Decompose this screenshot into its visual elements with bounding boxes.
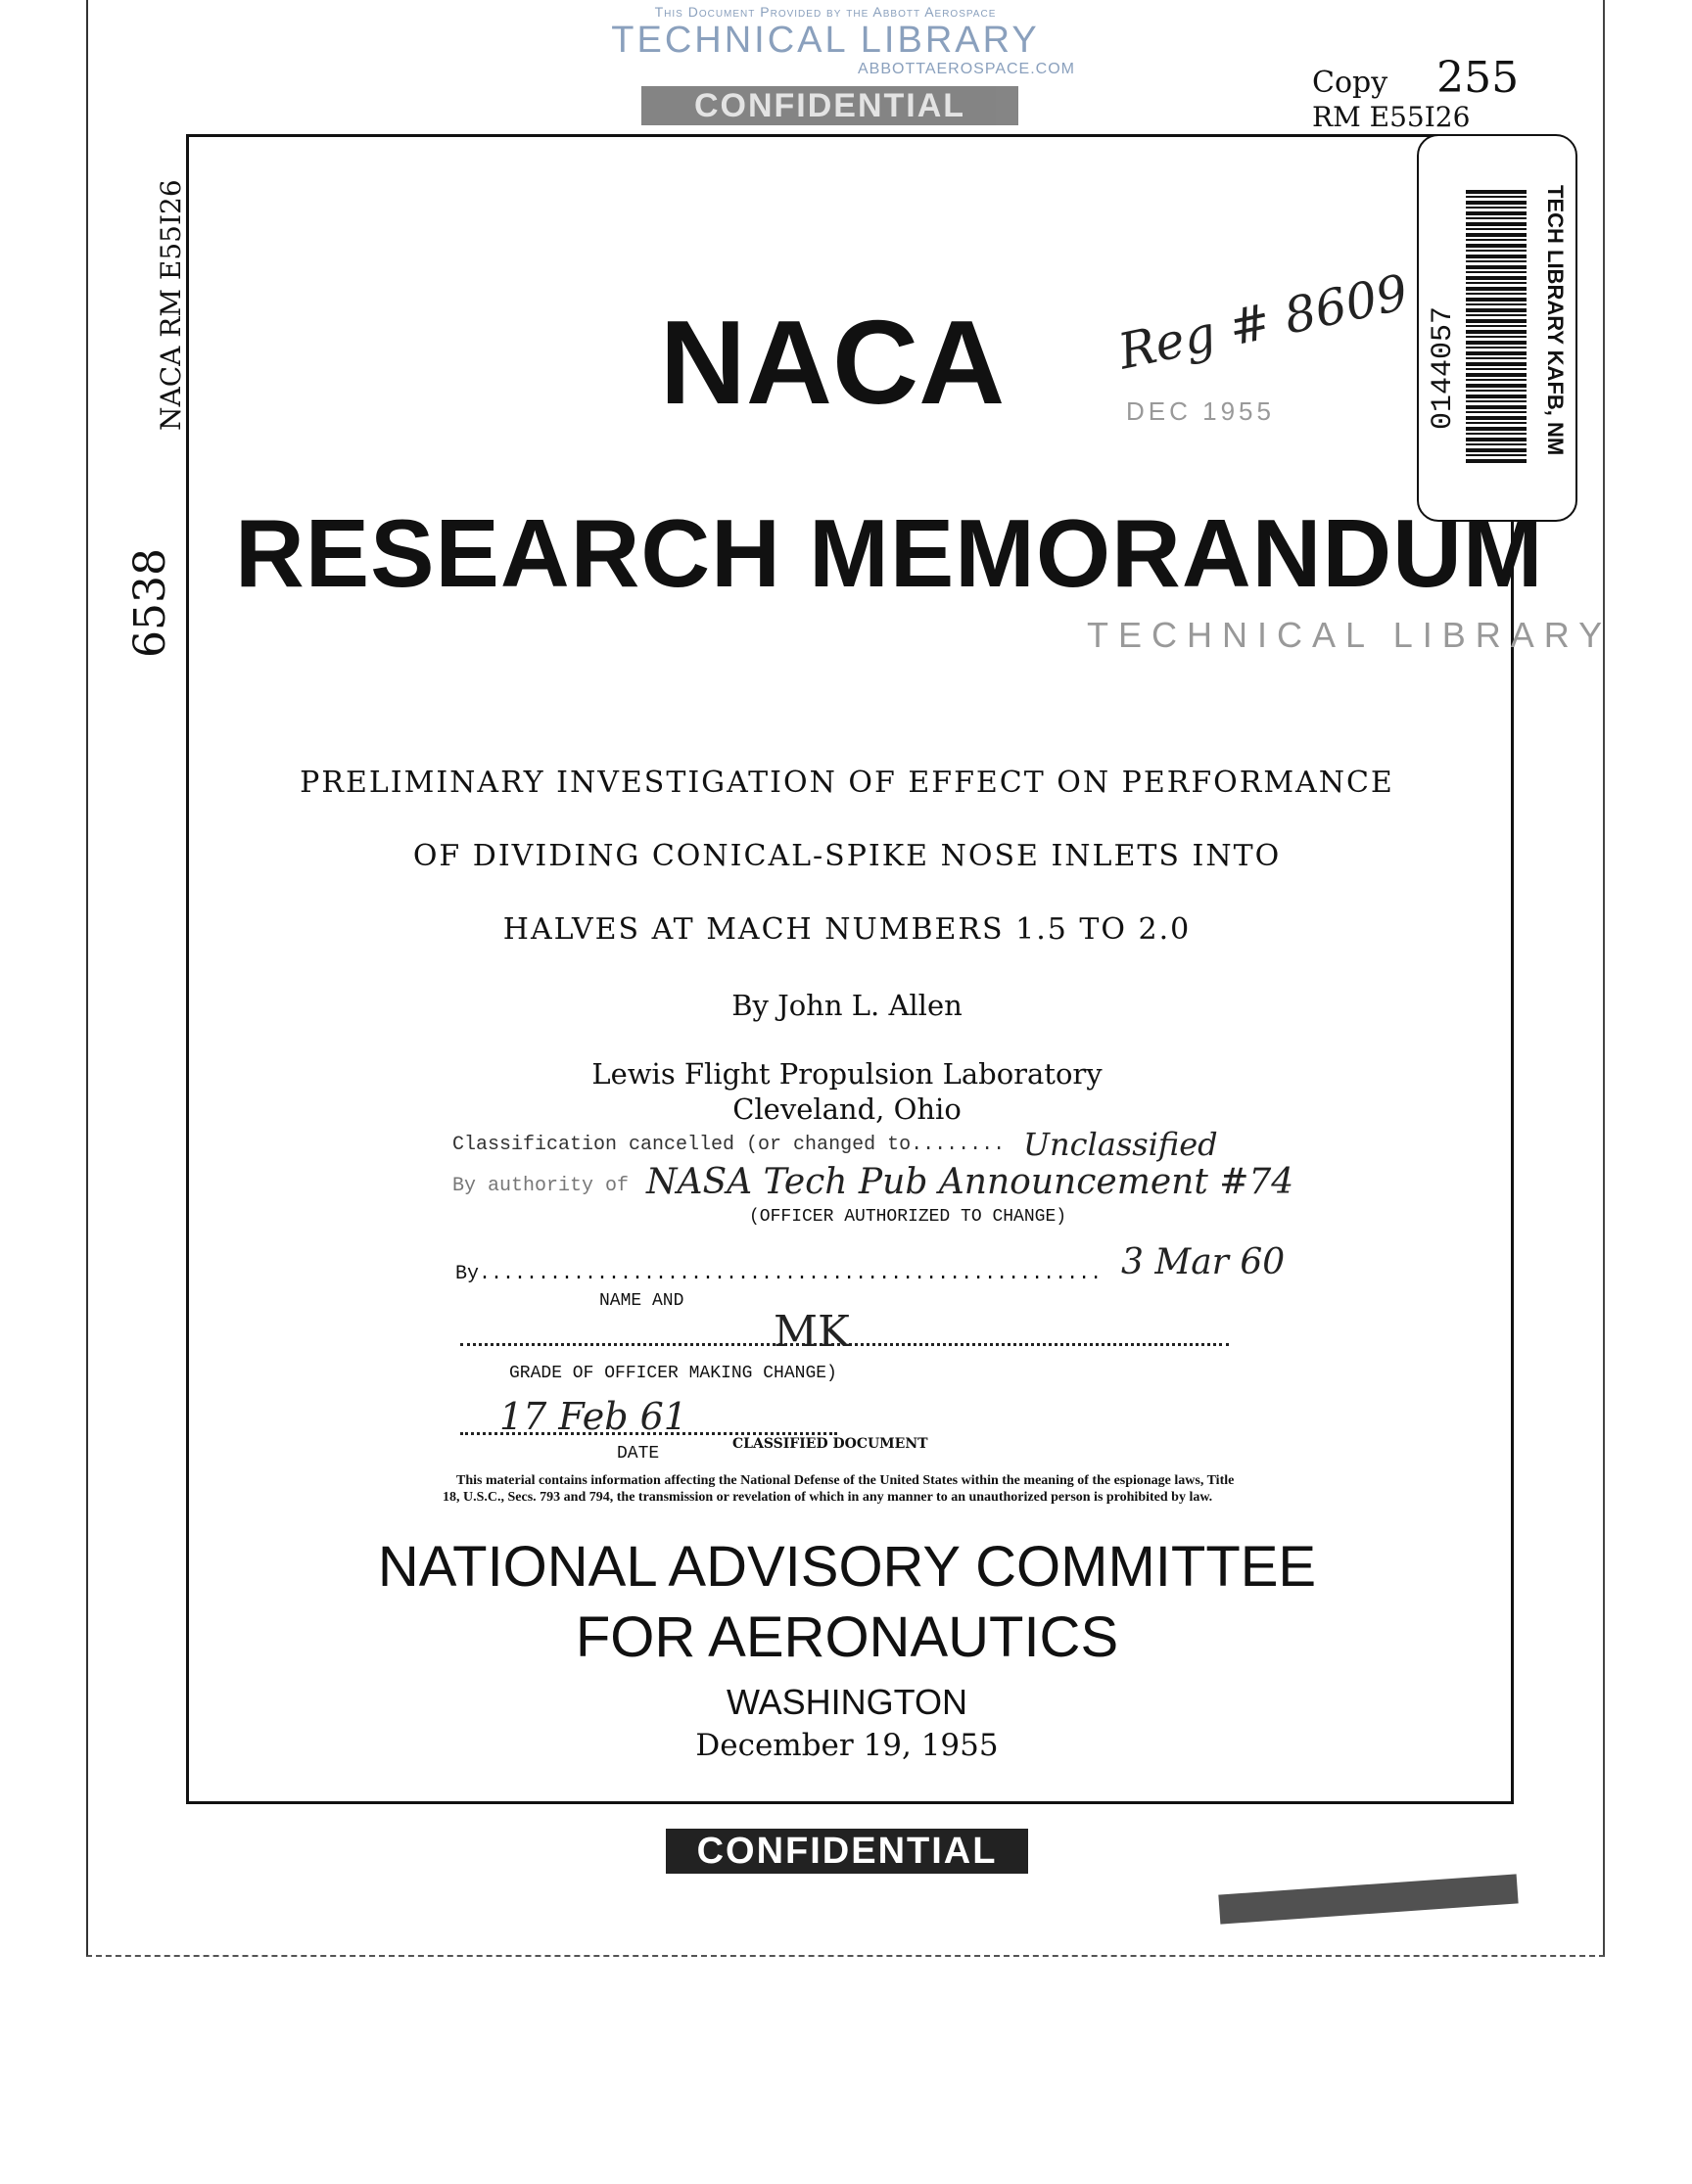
research-memorandum-heading: RESEARCH MEMORANDUM xyxy=(235,499,1544,607)
title-line-1: PRELIMINARY INVESTIGATION OF EFFECT ON PERFORMANCE xyxy=(300,766,1394,800)
barcode-library: TECH LIBRARY KAFB, NM xyxy=(1543,185,1568,456)
grade-label: GRADE OF OFFICER MAKING CHANGE) xyxy=(509,1364,837,1383)
organization-line-1: NATIONAL ADVISORY COMMITTEE xyxy=(377,1535,1317,1599)
abbott-watermark xyxy=(576,4,1075,79)
watermark-line1: This Document Provided by the Abbott Aerospace xyxy=(654,4,997,20)
margin-report-number: NACA RM E55I26 xyxy=(155,179,187,431)
classification-value: Unclassified xyxy=(1023,1126,1218,1163)
city: WASHINGTON xyxy=(726,1682,967,1722)
laboratory: Lewis Flight Propulsion Laboratory xyxy=(591,1057,1103,1091)
authority-prefix: By authority of xyxy=(452,1175,630,1197)
handwritten-reg-number: Reg # 8609 xyxy=(1113,263,1413,381)
organization-line-2: FOR AERONAUTICS xyxy=(575,1605,1119,1669)
margin-number: 6538 xyxy=(125,548,175,658)
copy-value: 255 xyxy=(1436,53,1520,103)
copy-label: Copy xyxy=(1312,66,1388,100)
classified-document-label: CLASSIFIED DOCUMENT xyxy=(732,1436,928,1452)
authority-value: NASA Tech Pub Announcement #74 xyxy=(646,1162,1294,1202)
change-date: 3 Mar 60 xyxy=(1121,1242,1286,1282)
watermark-line3: ABBOTTAEROSPACE.COM xyxy=(858,61,1075,77)
copy-number xyxy=(1312,53,1520,105)
confidential-stamp-bottom: CONFIDENTIAL xyxy=(666,1829,1028,1874)
by-line: By..................................................... xyxy=(455,1263,1103,1285)
naca-heading: NACA xyxy=(659,296,1006,429)
library-stamp: TECHNICAL LIBRARY xyxy=(1087,615,1613,655)
location: Cleveland, Ohio xyxy=(732,1092,962,1126)
received-stamp: DEC 1955 xyxy=(1126,396,1275,426)
publication-date: December 19, 1955 xyxy=(695,1728,999,1763)
report-number: RM E55I26 xyxy=(1312,101,1471,133)
date-label: DATE xyxy=(617,1444,660,1464)
classification-line: Classification cancelled (or changed to........ xyxy=(452,1134,1006,1156)
title-line-3: HALVES AT MACH NUMBERS 1.5 TO 2.0 xyxy=(502,912,1192,947)
officer-label: (OFFICER AUTHORIZED TO CHANGE) xyxy=(749,1207,1067,1227)
watermark-line2: TECHNICAL LIBRARY xyxy=(611,20,1040,61)
confidential-stamp-top: CONFIDENTIAL xyxy=(641,86,1018,125)
officer-initials: MK xyxy=(774,1307,850,1357)
name-label: NAME AND xyxy=(599,1291,684,1311)
title-line-2: OF DIVIDING CONICAL-SPIKE NOSE INLETS INTO xyxy=(412,839,1282,873)
barcode-number: 0144057 xyxy=(1427,305,1460,430)
date-value: 17 Feb 61 xyxy=(499,1395,687,1438)
author: By John L. Allen xyxy=(731,989,963,1022)
espionage-notice: This material contains information affecting the National Defense of the United States within the meaning of the espionage laws, Title 18, U.S.C., Secs. 793 and 794, the transmission or revelation of which in any manner to an unauthorized person is prohibited by law. xyxy=(443,1473,1235,1505)
